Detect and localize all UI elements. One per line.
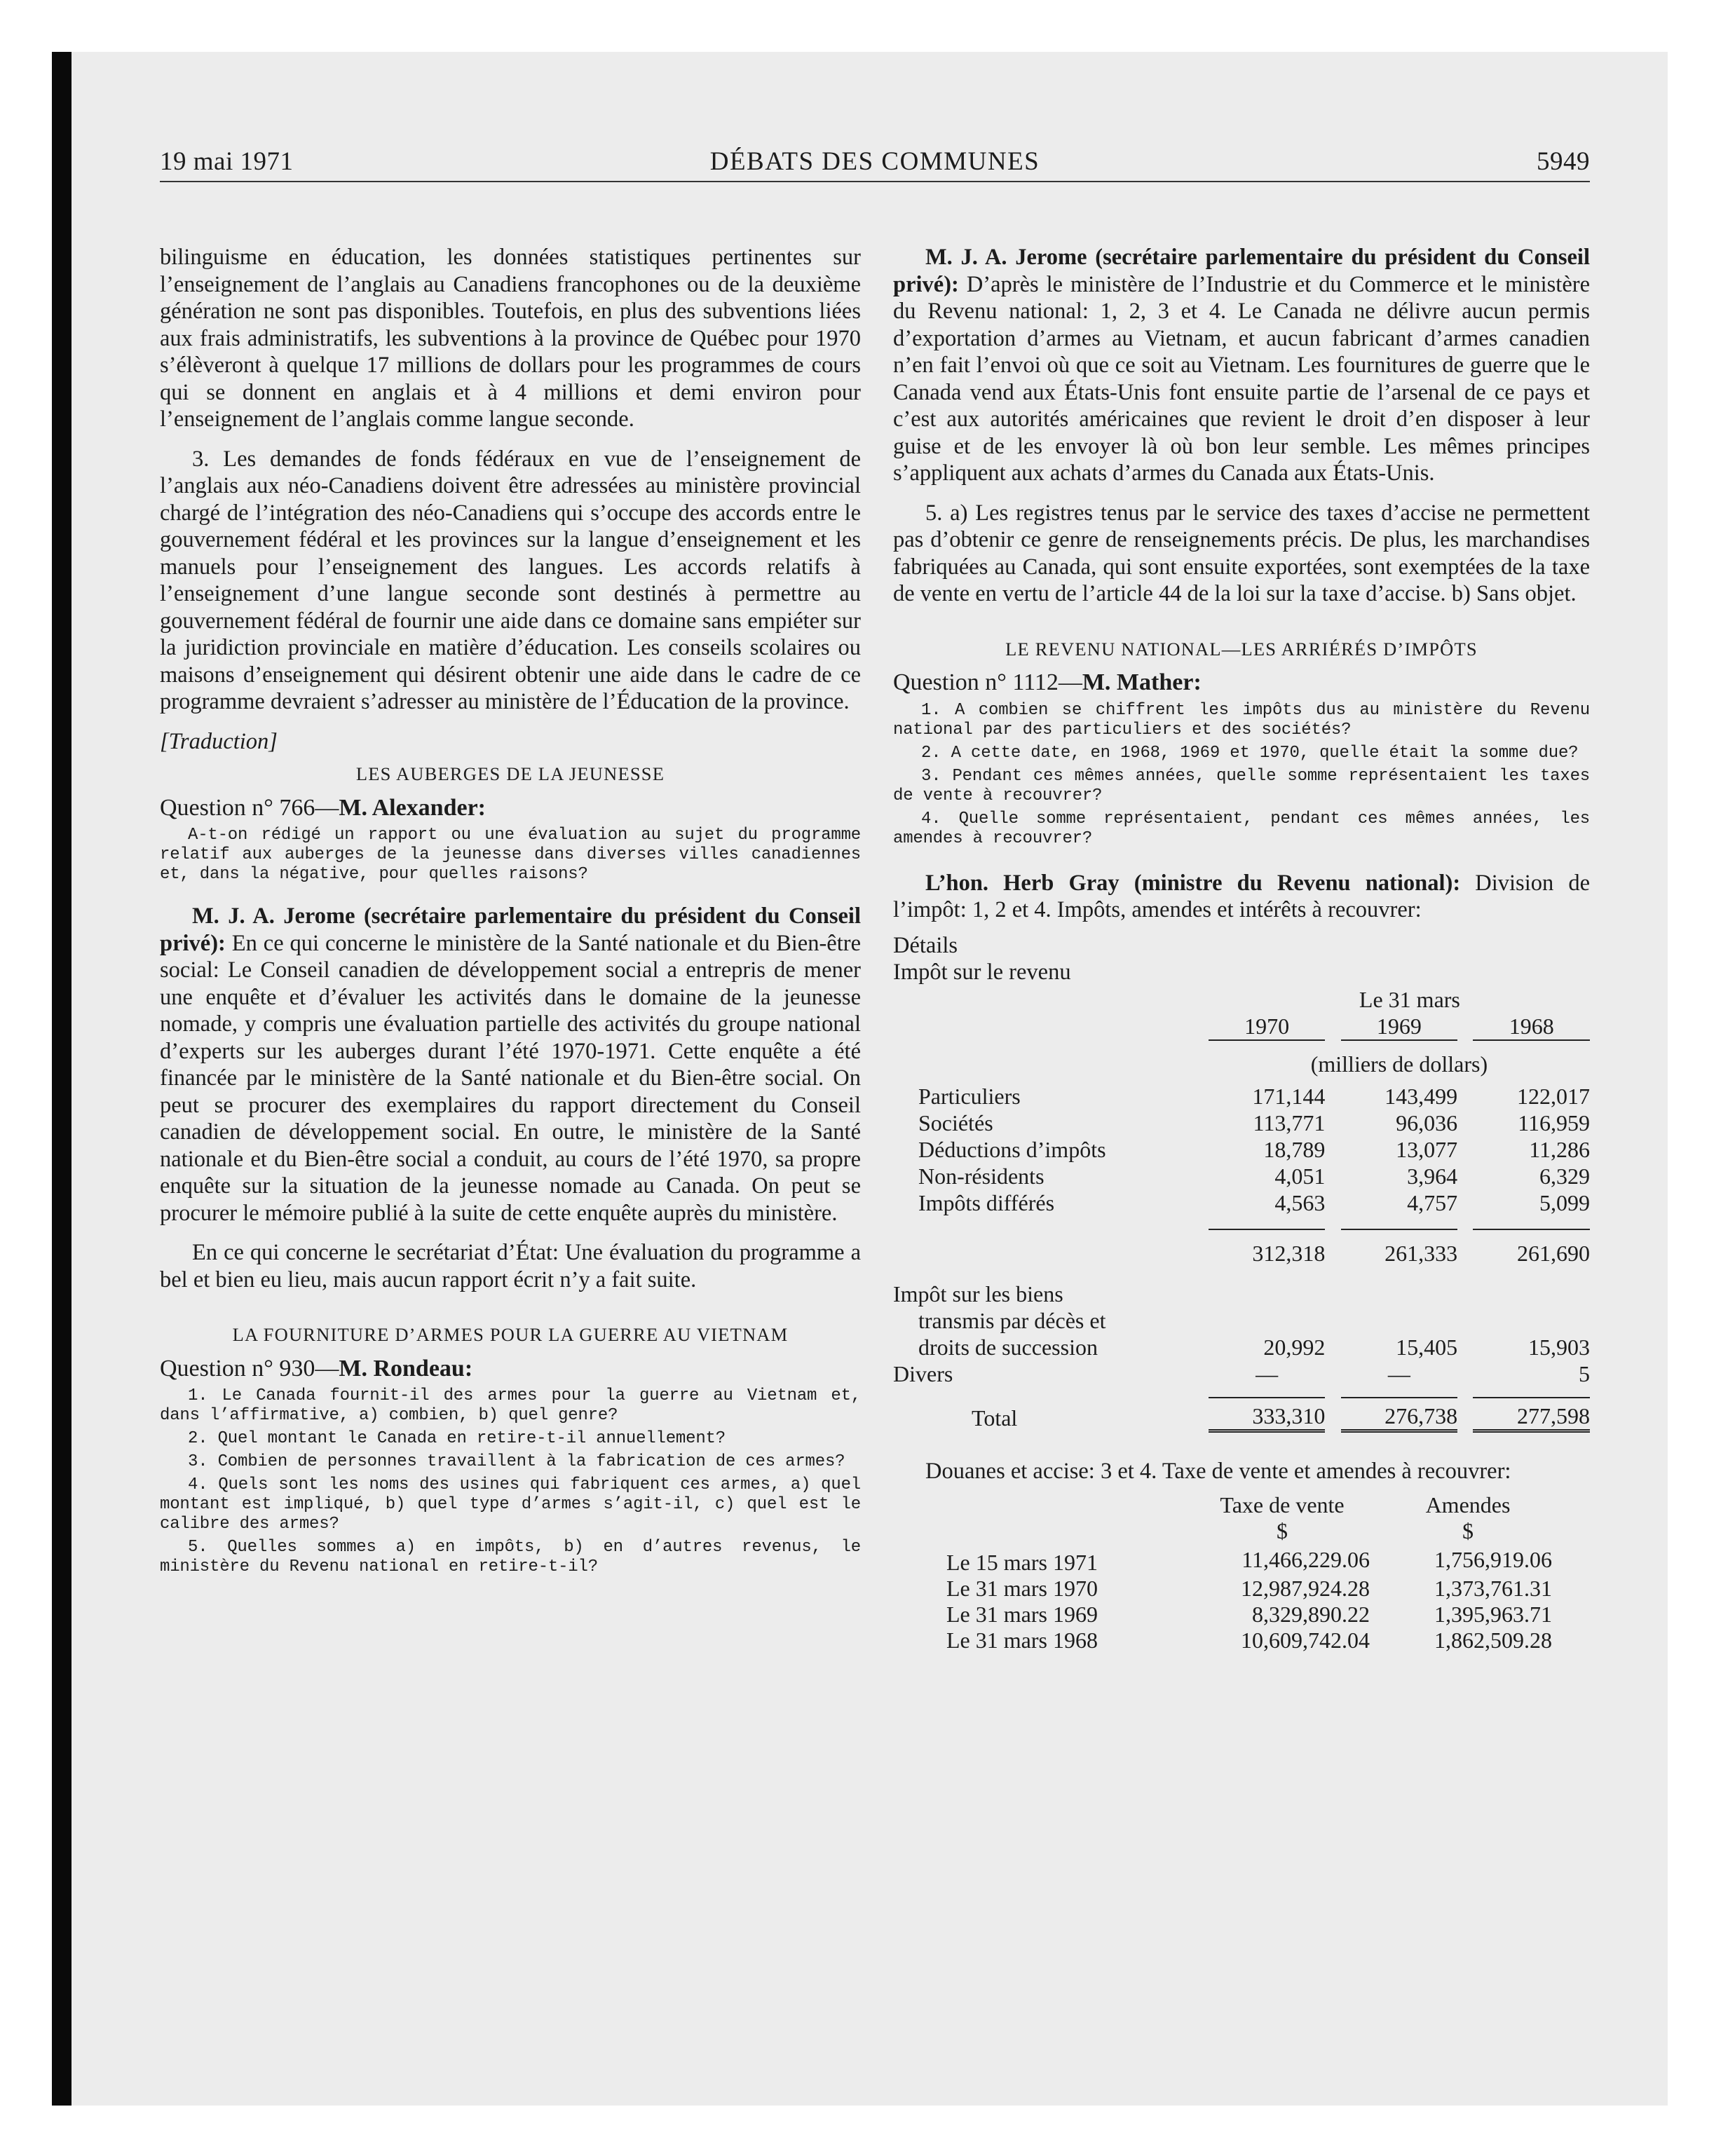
question-1112-item: 3. Pendant ces mêmes années, quelle somme représentaient les taxes de vente à recouvrer? — [893, 766, 1590, 805]
table-divers-label: Divers — [893, 1360, 953, 1386]
table-cell: 4,757 — [1407, 1189, 1458, 1215]
heading-revenu: LE REVENU NATIONAL—LES ARRIÉRÉS D’IMPÔTS — [1005, 638, 1478, 660]
douanes-row — [893, 1544, 1590, 1576]
tax-arrears-table — [893, 986, 1590, 1433]
table-cell: 116,959 — [1518, 1110, 1590, 1135]
table-row — [893, 1136, 1590, 1163]
douanes-row — [893, 1576, 1590, 1602]
page-header — [160, 144, 1590, 180]
table-row — [893, 1189, 1590, 1216]
question-930-item: 3. Combien de personnes travaillent à la fabrication de ces armes? — [188, 1452, 845, 1471]
douanes-row-label: Le 31 mars 1970 — [946, 1575, 1098, 1601]
table-total-label: Total — [972, 1405, 1018, 1431]
gray-name: L’hon. Herb Gray (ministre du Revenu national): — [925, 870, 1461, 896]
douanes-col-taxe: Taxe de vente — [1220, 1492, 1345, 1517]
question-1112-item: 4. Quelle somme représentaient, pendant ces mêmes années, les amendes à recouvrer? — [893, 809, 1590, 848]
question-930-item: 1. Le Canada fournit-il des armes pour la guerre au Vietnam et, dans l’affirmative, a) combien, b) quel genre? — [160, 1386, 861, 1425]
left-column — [160, 244, 861, 1581]
question-930-item: 2. Quel montant le Canada en retire-t-il annuellement? — [188, 1429, 726, 1448]
jerome-answer-secretariat: En ce qui concerne le secrétariat d’État: Une évaluation du programme a bel et bien eu lieu, mais aucun rapport écrit n’y a fait suite. — [160, 1240, 861, 1292]
douanes-taxe: 11,466,229.06 — [1241, 1546, 1370, 1572]
table-cell: 113,771 — [1253, 1110, 1326, 1135]
header-page-number: 5949 — [1537, 147, 1590, 176]
douanes-currency-row — [893, 1518, 1590, 1544]
table-year: 1970 — [1209, 1013, 1326, 1040]
details-label: Détails — [893, 932, 958, 958]
douanes-taxe: 10,609,742.04 — [1241, 1627, 1370, 1653]
heading-armes: LA FOURNITURE D’ARMES POUR LA GUERRE AU VIETNAM — [232, 1324, 789, 1345]
table-spacer-row — [893, 1387, 1590, 1398]
douanes-amendes: 1,373,761.31 — [1434, 1575, 1552, 1601]
table-biens-label: Impôt sur les biens — [893, 1281, 1063, 1306]
question-766-label: Question n° 766— — [160, 794, 339, 821]
question-1112-member: M. Mather: — [1082, 669, 1202, 695]
question-930-heading — [160, 1356, 861, 1383]
jerome-answer-766 — [160, 903, 861, 1227]
heading-auberges: LES AUBERGES DE LA JEUNESSE — [355, 763, 665, 784]
jerome-name: M. J. A. Jerome (secrétaire parlementaire du président du Conseil privé): — [893, 245, 1590, 297]
table-cell: 3,964 — [1407, 1163, 1458, 1189]
douanes-header-row — [893, 1492, 1590, 1518]
header-title: DÉBATS DES COMMUNES — [709, 147, 1040, 176]
paragraph-bilinguisme: bilinguisme en éducation, les données statistiques pertinentes sur l’enseignement de l’anglais au Canadiens francophones ou de la deuxième génération ne sont pas disponibles. Toutefois, en plus des subventions liées aux frais administratifs, les subventions à la province de Québec pour 1970 s’élèveront à quelque 17 millions de dollars pour les programmes de cours qui se donnent en anglais et à 4 millions et demi environ pour l’enseignement de l’anglais comme langue seconde. — [160, 245, 861, 432]
jerome-name: M. J. A. Jerome (secrétaire parlementaire du président du Conseil privé): — [160, 903, 861, 956]
table-cell: 15,903 — [1528, 1334, 1590, 1360]
table-biens-row-1 — [893, 1267, 1590, 1307]
question-766-member: M. Alexander: — [339, 794, 487, 821]
gray-answer — [893, 870, 1590, 924]
binding-edge — [52, 52, 72, 2106]
right-column — [893, 244, 1590, 1653]
table-row-label: Sociétés — [918, 1110, 993, 1135]
table-cell: 20,992 — [1263, 1334, 1326, 1360]
table-cell: 5 — [1579, 1360, 1590, 1386]
question-930-item: 5. Quelles sommes a) en impôts, b) en d’autres revenus, le ministère du Revenu national en retire-t-il? — [160, 1538, 861, 1576]
table-subtotal: 312,318 — [1252, 1240, 1326, 1266]
table-total: 276,738 — [1341, 1398, 1458, 1431]
table-year: 1969 — [1341, 1013, 1458, 1040]
table-row — [893, 1077, 1590, 1110]
table-unit: (milliers de dollars) — [1310, 1051, 1488, 1077]
douanes-row — [893, 1628, 1590, 1653]
header-date: 19 mai 1971 — [160, 147, 294, 176]
table-header-years-row — [893, 1013, 1590, 1040]
douanes-row-label: Le 31 mars 1969 — [946, 1601, 1098, 1627]
question-1112-label: Question n° 1112— — [893, 669, 1082, 695]
table-cell: 143,499 — [1384, 1083, 1458, 1109]
table-subtotal-row — [893, 1229, 1590, 1267]
table-subtotal: 261,690 — [1517, 1240, 1590, 1266]
douanes-amendes: 1,395,963.71 — [1434, 1601, 1552, 1627]
table-row-label: Particuliers — [918, 1083, 1021, 1109]
gray-answer-text: Division de l’impôt: 1, 2 et 4. Impôts, amendes et intérêts à recouvrer: — [893, 870, 1591, 922]
impot-revenu-label: Impôt sur le revenu — [893, 960, 1071, 985]
jerome-answer-930 — [893, 244, 1590, 487]
traduction-note: [Traduction] — [160, 728, 278, 754]
douanes-row — [893, 1602, 1590, 1628]
table-header-date-row — [893, 986, 1590, 1013]
table-cell: — — [1256, 1360, 1279, 1386]
table-cell: 96,036 — [1396, 1110, 1458, 1135]
question-930-member: M. Rondeau: — [339, 1355, 473, 1381]
question-1112-item: 2. A cette date, en 1968, 1969 et 1970, quelle était la somme due? — [921, 743, 1579, 763]
table-row-label: Non-résidents — [918, 1163, 1045, 1189]
douanes-amendes: 1,756,919.06 — [1434, 1546, 1552, 1572]
table-row — [893, 1163, 1590, 1189]
table-cell: 11,286 — [1529, 1136, 1590, 1162]
table-biens-row-2 — [893, 1307, 1590, 1334]
paragraph-3: 3. Les demandes de fonds fédéraux en vue de l’enseignement de l’anglais aux néo-Canadiens doivent être adressées au ministère provincial chargé de l’intégration des néo-Canadiens qui s’occupe des accords entre le gouvernement fédéral et les provinces sur la langue d’enseignement et les manuels pour l’enseignement des langues. Les accords relatifs à l’enseignement d’une langue seconde sont destinés à permettre au gouvernement fédéral de fournir une aide dans ce domaine sans empiéter sur la juridiction provinciale en matière d’éducation. Les conseils scolaires ou maisons d’enseignement qui désirent obtenir une aide dans le cadre de ce programme devraient s’adresser au ministère de l’Éducation de la province. — [160, 446, 861, 714]
question-930-label: Question n° 930— — [160, 1355, 339, 1381]
douanes-row-label: Le 31 mars 1968 — [946, 1627, 1098, 1653]
header-rule — [160, 181, 1590, 182]
table-cell: 15,405 — [1396, 1334, 1458, 1360]
table-year: 1968 — [1473, 1013, 1590, 1040]
table-unit-row — [893, 1040, 1590, 1077]
jerome-answer-766-text: En ce qui concerne le ministère de la Santé nationale et du Bien-être social: Le Conseil canadien de développement social a entrepris de mener une enquête et d’évaluer les activités dans le domaine de la jeunesse nomade, y compris une évaluation partielle des activités du groupe national d’experts sur les auberges durant l’été 1970-1971. Cette enquête a été financée par le ministère de la Santé nationale et du Bien-être social. On peut se procurer des exemplaires du rapport directement du Conseil canadien de développement social. En outre, le ministère de la Santé nationale et du Bien-être social a conduit, au cours de l’été 1970, sa propre enquête sur la situation de la jeunesse nomade au Canada. On peut se procurer le mémoire publié à la suite de cette enquête auprès du ministère. — [160, 930, 861, 1226]
jerome-answer-930-part5: 5. a) Les registres tenus par le service des taxes d’accise ne permettent pas d’obtenir ce genre de renseignements précis. De plus, les marchandises fabriquées au Canada, qui sont ensuite exportées, sont exemptées de la taxe de vente en vertu de l’article 44 de la loi sur la taxe d’accise. b) Sans objet. — [893, 500, 1590, 606]
table-row-label: Impôts différés — [918, 1189, 1055, 1215]
question-766-heading — [160, 795, 861, 822]
table-divers-row — [893, 1360, 1590, 1387]
table-cell: 18,789 — [1263, 1136, 1326, 1162]
table-row — [893, 1110, 1590, 1136]
douanes-amendes: 1,862,509.28 — [1434, 1627, 1552, 1653]
douanes-taxe: 8,329,890.22 — [1252, 1601, 1370, 1627]
table-cell: 4,051 — [1274, 1163, 1326, 1189]
table-total-row — [893, 1398, 1590, 1431]
table-cell: 4,563 — [1274, 1189, 1326, 1215]
table-cell: 6,329 — [1539, 1163, 1590, 1189]
table-cell: 171,144 — [1252, 1083, 1326, 1109]
table-cell: 5,099 — [1539, 1189, 1590, 1215]
table-spacer-row — [893, 1216, 1590, 1229]
table-biens-row-3 — [893, 1334, 1590, 1360]
jerome-answer-930-text: D’après le ministère de l’Industrie et du Commerce et le ministère du Revenu national: 1, 2, 3 et 4. Le Canada ne délivre aucun permis d’exportation d’armes au Vietnam, et aucun fabricant d’armes canadien n’en fait l’envoi où que ce soit au Vietnam. Les fournitures de guerre que le Canada vend aux États-Unis font ensuite partie de l’arsenal de ce pays et c’est aux autorités américaines que revient le droit d’en disposer à leur guise et de les envoyer là où bon leur semble. Les mêmes principes s’appliquent aux achats d’armes du Canada aux États-Unis. — [893, 271, 1590, 486]
douanes-currency: $ — [1462, 1517, 1474, 1543]
table-cell: — — [1387, 1360, 1410, 1386]
douanes-currency: $ — [1277, 1517, 1288, 1543]
table-subtotal: 261,333 — [1384, 1240, 1458, 1266]
douanes-row-label: Le 15 mars 1971 — [946, 1549, 1098, 1575]
table-cell: 122,017 — [1517, 1083, 1590, 1109]
table-biens-label: droits de succession — [918, 1334, 1098, 1360]
question-766-text: A-t-on rédigé un rapport ou une évaluation au sujet du programme relatif aux auberges de la jeunesse dans diverses villes canadiennes et, dans la négative, pour quelles raisons? — [160, 826, 861, 884]
table-biens-label: transmis par décès et — [918, 1307, 1106, 1333]
table-date-header: Le 31 mars — [1359, 986, 1460, 1012]
douanes-taxe: 12,987,924.28 — [1241, 1575, 1370, 1601]
douanes-table — [893, 1492, 1590, 1653]
question-930-item: 4. Quels sont les noms des usines qui fabriquent ces armes, a) quel montant est impliqué, b) quel type d’armes s’agit-il, c) quel est le calibre des armes? — [160, 1475, 861, 1534]
table-total: 333,310 — [1209, 1398, 1326, 1431]
question-1112-heading — [893, 669, 1590, 697]
table-row-label: Déductions d’impôts — [918, 1136, 1106, 1162]
douanes-col-amendes: Amendes — [1425, 1492, 1511, 1517]
question-1112-item: 1. A combien se chiffrent les impôts dus au ministère du Revenu national par des particuliers et des sociétés? — [893, 700, 1590, 739]
table-cell: 13,077 — [1396, 1136, 1458, 1162]
table-total: 277,598 — [1473, 1398, 1590, 1431]
douanes-text: Douanes et accise: 3 et 4. Taxe de vente et amendes à recouvrer: — [925, 1459, 1511, 1484]
